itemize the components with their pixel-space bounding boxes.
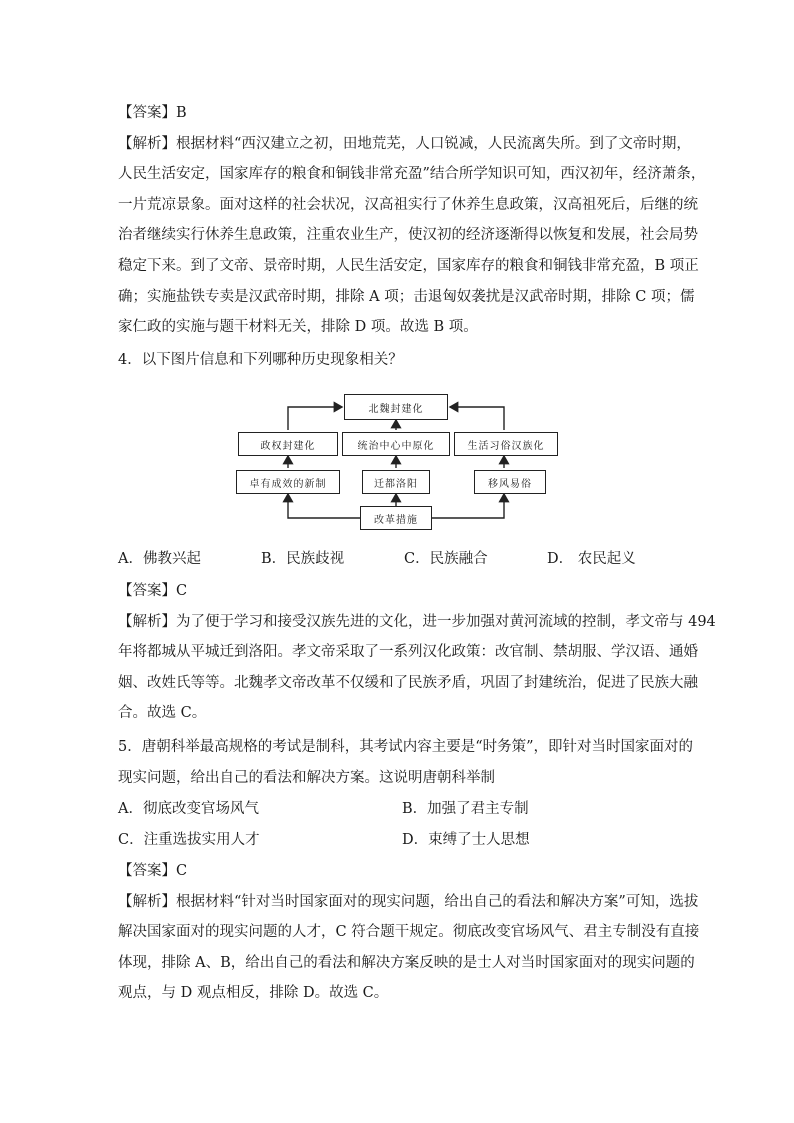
diagram-box-mid-right: 生活习俗汉族化 <box>454 432 558 456</box>
diagram-box-mid-center: 统治中心中原化 <box>342 432 450 456</box>
q3-analysis-line: 家仁政的实施与题干材料无关，排除 D 项。故选 B 项。 <box>118 319 478 336</box>
q4-option-c[interactable]: C．民族融合 <box>404 551 488 567</box>
q5-analysis-line: 解决国家面对的现实问题的人才，C 符合题干规定。彻底改变官场风气、君主专制没有直接 <box>118 924 700 941</box>
diagram-box-low-right: 移风易俗 <box>474 470 546 494</box>
q4-analysis-line: 年将都城从平城迁到洛阳。孝文帝采取了一系列汉化政策：改官制、禁胡服、学汉语、通婚 <box>118 644 698 661</box>
q4-stem-block <box>118 345 680 376</box>
diagram-box-mid-left: 政权封建化 <box>238 432 338 456</box>
q3-analysis-line: 稳定下来。到了文帝、景帝时期，人民生活安定，国家库存的粮食和铜钱非常充盈，B 项正 <box>118 257 699 274</box>
q4-option-d[interactable]: D． 农民起义 <box>547 551 636 567</box>
q5-option-c[interactable]: C．注重选拔实用人才 <box>118 832 260 848</box>
q3-analysis-line: 治者继续实行休养生息政策，注重农业生产，使汉初的经济逐渐得以恢复和发展，社会局势 <box>118 227 698 244</box>
q4-analysis-section <box>118 576 716 729</box>
q4-analysis-line: 合。故选 C。 <box>118 705 207 722</box>
q3-answer: 【答案】B <box>118 105 187 121</box>
q5-stem-block <box>118 732 694 793</box>
reform-diagram <box>236 392 560 532</box>
q5-stem-line: 现实问题，给出自己的看法和解决方案。这说明唐朝科举制 <box>118 769 495 786</box>
q4-stem: 4．以下图片信息和下列哪种历史现象相关？ <box>118 352 403 368</box>
q3-analysis-line: 【解析】根据材料“西汉建立之初，田地荒芜，人口锐减，人民流离失所。到了文帝时期， <box>118 135 691 152</box>
q5-answer: 【答案】C <box>118 863 188 879</box>
q4-option-b[interactable]: B．民族歧视 <box>261 551 345 567</box>
q5-option-d[interactable]: D．束缚了士人思想 <box>402 832 530 848</box>
q5-analysis-line: 【解析】根据材料“针对当时国家面对的现实问题，给出自己的看法和解决方案”可知，选拔 <box>118 893 699 910</box>
q3-analysis-line: 人民生活安定，国家库存的粮食和铜钱非常充盈”结合所学知识可知，西汉初年，经济萧条， <box>118 166 706 183</box>
q4-analysis-line: 姻、改姓氏等等。北魏孝文帝改革不仅缓和了民族矛盾，巩固了封建统治，促进了民族大融 <box>118 674 698 691</box>
q5-analysis-section <box>118 856 700 1009</box>
diagram-box-bottom: 改革措施 <box>360 506 432 530</box>
q3-section <box>118 98 706 343</box>
q3-analysis-line: 一片荒凉景象。面对这样的社会状况，汉高祖实行了休养生息政策，汉高祖死后，后继的统 <box>118 196 698 213</box>
diagram-box-top: 北魏封建化 <box>344 394 448 420</box>
q5-option-b[interactable]: B．加强了君主专制 <box>402 801 529 817</box>
diagram-box-low-left: 卓有成效的新制 <box>236 470 340 494</box>
q4-answer: 【答案】C <box>118 583 188 599</box>
diagram-box-low-center: 迁都洛阳 <box>362 470 430 494</box>
q4-option-a[interactable]: A．佛教兴起 <box>118 551 201 567</box>
q5-analysis-line: 体现，排除 A、B，给出自己的看法和解决方案反映的是士人对当时国家面对的现实问题的 <box>118 954 695 971</box>
q4-analysis-line: 【解析】为了便于学习和接受汉族先进的文化，进一步加强对黄河流域的控制，孝文帝与 494 <box>118 613 716 630</box>
q5-analysis-line: 观点，与 D 观点相反，排除 D。故选 C。 <box>118 985 389 1002</box>
q5-option-a[interactable]: A．彻底改变官场风气 <box>118 801 259 817</box>
q3-analysis-line: 确；实施盐铁专卖是汉武帝时期，排除 A 项；击退匈奴袭扰是汉武帝时期，排除 C 项；儒 <box>118 288 695 305</box>
q5-stem-line: 5．唐朝科举最高规格的考试是制科，其考试内容主要是“时务策”，即针对当时国家面对的 <box>118 739 694 755</box>
